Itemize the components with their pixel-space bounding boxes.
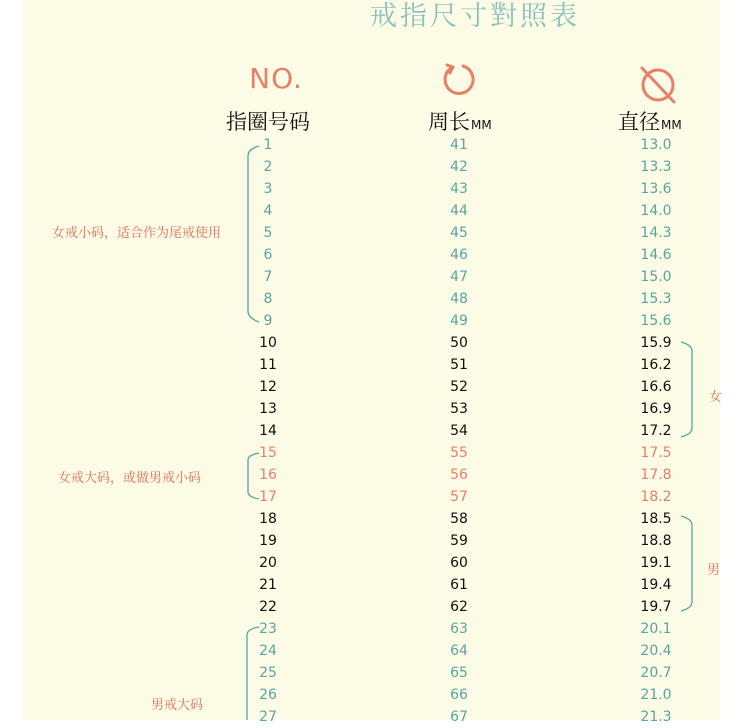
- table-row: [0, 596, 750, 618]
- circumference-icon: [441, 61, 479, 99]
- table-row: [0, 706, 750, 728]
- header-diameter-unit: MM: [661, 118, 682, 132]
- table-row: [0, 332, 750, 354]
- diameter-cell: 17.2: [640, 423, 672, 439]
- circumference-cell: 63: [450, 621, 468, 637]
- header-diameter-label: 直径: [618, 110, 660, 134]
- table-row: [0, 310, 750, 332]
- ring-number-cell: 11: [259, 357, 277, 373]
- ring-number-cell: 5: [263, 225, 273, 241]
- diameter-cell: 20.1: [640, 621, 672, 637]
- ring-number-cell: 23: [259, 621, 277, 637]
- ring-number-cell: 3: [263, 181, 273, 197]
- table-row: [0, 134, 750, 156]
- ring-number-cell: 10: [259, 335, 277, 351]
- number-column-label: NO.: [249, 62, 303, 95]
- diameter-cell: 14.6: [640, 247, 672, 263]
- table-row: [0, 508, 750, 530]
- ring-number-cell: 17: [259, 489, 277, 505]
- annotation-right-men: 男: [707, 563, 721, 578]
- ring-number-cell: 27: [259, 709, 277, 725]
- circumference-cell: 45: [450, 225, 468, 241]
- ring-number-cell: 15: [259, 445, 277, 461]
- ring-number-cell: 7: [263, 269, 273, 285]
- circumference-cell: 44: [450, 203, 468, 219]
- diameter-cell: 13.6: [640, 181, 672, 197]
- diameter-cell: 15.6: [640, 313, 672, 329]
- circumference-cell: 53: [450, 401, 468, 417]
- table-row: [0, 156, 750, 178]
- ring-number-cell: 25: [259, 665, 277, 681]
- diameter-icon: [638, 64, 678, 104]
- ring-number-cell: 26: [259, 687, 277, 703]
- table-row: [0, 266, 750, 288]
- ring-number-cell: 21: [259, 577, 277, 593]
- annotation-right-women: 女: [709, 390, 723, 405]
- table-row: [0, 640, 750, 662]
- header-circumference-label: 周长: [428, 110, 470, 134]
- ring-number-cell: 19: [259, 533, 277, 549]
- ring-number-cell: 4: [263, 203, 273, 219]
- diameter-cell: 18.5: [640, 511, 672, 527]
- diameter-cell: 16.6: [640, 379, 672, 395]
- circumference-cell: 41: [450, 137, 468, 153]
- page-title: 戒指尺寸對照表: [370, 1, 580, 32]
- ring-number-cell: 8: [263, 291, 273, 307]
- circumference-cell: 42: [450, 159, 468, 175]
- table-row: [0, 552, 750, 574]
- diameter-cell: 16.9: [640, 401, 672, 417]
- circumference-cell: 67: [450, 709, 468, 725]
- diameter-cell: 14.3: [640, 225, 672, 241]
- circumference-cell: 60: [450, 555, 468, 571]
- ring-number-cell: 13: [259, 401, 277, 417]
- circumference-cell: 65: [450, 665, 468, 681]
- ring-number-cell: 16: [259, 467, 277, 483]
- diameter-cell: 15.9: [640, 335, 672, 351]
- table-row: [0, 178, 750, 200]
- table-row: [0, 442, 750, 464]
- diameter-cell: 15.0: [640, 269, 672, 285]
- diameter-cell: 18.8: [640, 533, 672, 549]
- circumference-cell: 55: [450, 445, 468, 461]
- circumference-cell: 61: [450, 577, 468, 593]
- diameter-cell: 21.3: [640, 709, 672, 725]
- circumference-cell: 58: [450, 511, 468, 527]
- diameter-cell: 17.8: [640, 467, 672, 483]
- table-row: [0, 618, 750, 640]
- ring-number-cell: 20: [259, 555, 277, 571]
- table-row: [0, 200, 750, 222]
- ring-number-cell: 12: [259, 379, 277, 395]
- circumference-cell: 62: [450, 599, 468, 615]
- circumference-cell: 43: [450, 181, 468, 197]
- diameter-cell: 15.3: [640, 291, 672, 307]
- annotation-small-women: 女戒小码，适合作为尾戒使用: [52, 226, 222, 241]
- diameter-cell: 18.2: [640, 489, 672, 505]
- ring-number-cell: 2: [263, 159, 273, 175]
- diameter-cell: 19.4: [640, 577, 672, 593]
- diameter-cell: 14.0: [640, 203, 672, 219]
- circumference-cell: 47: [450, 269, 468, 285]
- circumference-cell: 64: [450, 643, 468, 659]
- table-row: [0, 662, 750, 684]
- circumference-cell: 48: [450, 291, 468, 307]
- circumference-cell: 46: [450, 247, 468, 263]
- table-row: [0, 530, 750, 552]
- ring-number-cell: 24: [259, 643, 277, 659]
- circumference-cell: 57: [450, 489, 468, 505]
- circumference-cell: 59: [450, 533, 468, 549]
- diameter-cell: 13.3: [640, 159, 672, 175]
- header-ring-number: 指圈号码: [226, 110, 310, 134]
- table-row: [0, 288, 750, 310]
- table-row: [0, 420, 750, 442]
- table-row: [0, 486, 750, 508]
- ring-number-cell: 22: [259, 599, 277, 615]
- diameter-cell: 20.4: [640, 643, 672, 659]
- diameter-cell: 16.2: [640, 357, 672, 373]
- diameter-cell: 17.5: [640, 445, 672, 461]
- circumference-cell: 52: [450, 379, 468, 395]
- diameter-cell: 19.7: [640, 599, 672, 615]
- circumference-cell: 51: [450, 357, 468, 373]
- table-row: [0, 354, 750, 376]
- annotation-large-men: 男戒大码: [151, 698, 204, 713]
- ring-number-cell: 1: [263, 137, 273, 153]
- table-row: [0, 398, 750, 420]
- circumference-cell: 66: [450, 687, 468, 703]
- table-row: [0, 376, 750, 398]
- table-row: [0, 574, 750, 596]
- circumference-cell: 49: [450, 313, 468, 329]
- diameter-cell: 19.1: [640, 555, 672, 571]
- diameter-cell: 21.0: [640, 687, 672, 703]
- header-circumference-unit: MM: [471, 118, 492, 132]
- annotation-large-women: 女戒大码，或做男戒小码: [58, 471, 202, 486]
- ring-number-cell: 14: [259, 423, 277, 439]
- header-diameter: [618, 106, 682, 136]
- circumference-cell: 56: [450, 467, 468, 483]
- circumference-cell: 54: [450, 423, 468, 439]
- diameter-cell: 20.7: [640, 665, 672, 681]
- ring-number-cell: 9: [263, 313, 273, 329]
- header-circumference: [428, 106, 492, 136]
- table-row: [0, 684, 750, 706]
- ring-number-cell: 6: [263, 247, 273, 263]
- circumference-cell: 50: [450, 335, 468, 351]
- ring-number-cell: 18: [259, 511, 277, 527]
- diameter-cell: 13.0: [640, 137, 672, 153]
- table-row: [0, 244, 750, 266]
